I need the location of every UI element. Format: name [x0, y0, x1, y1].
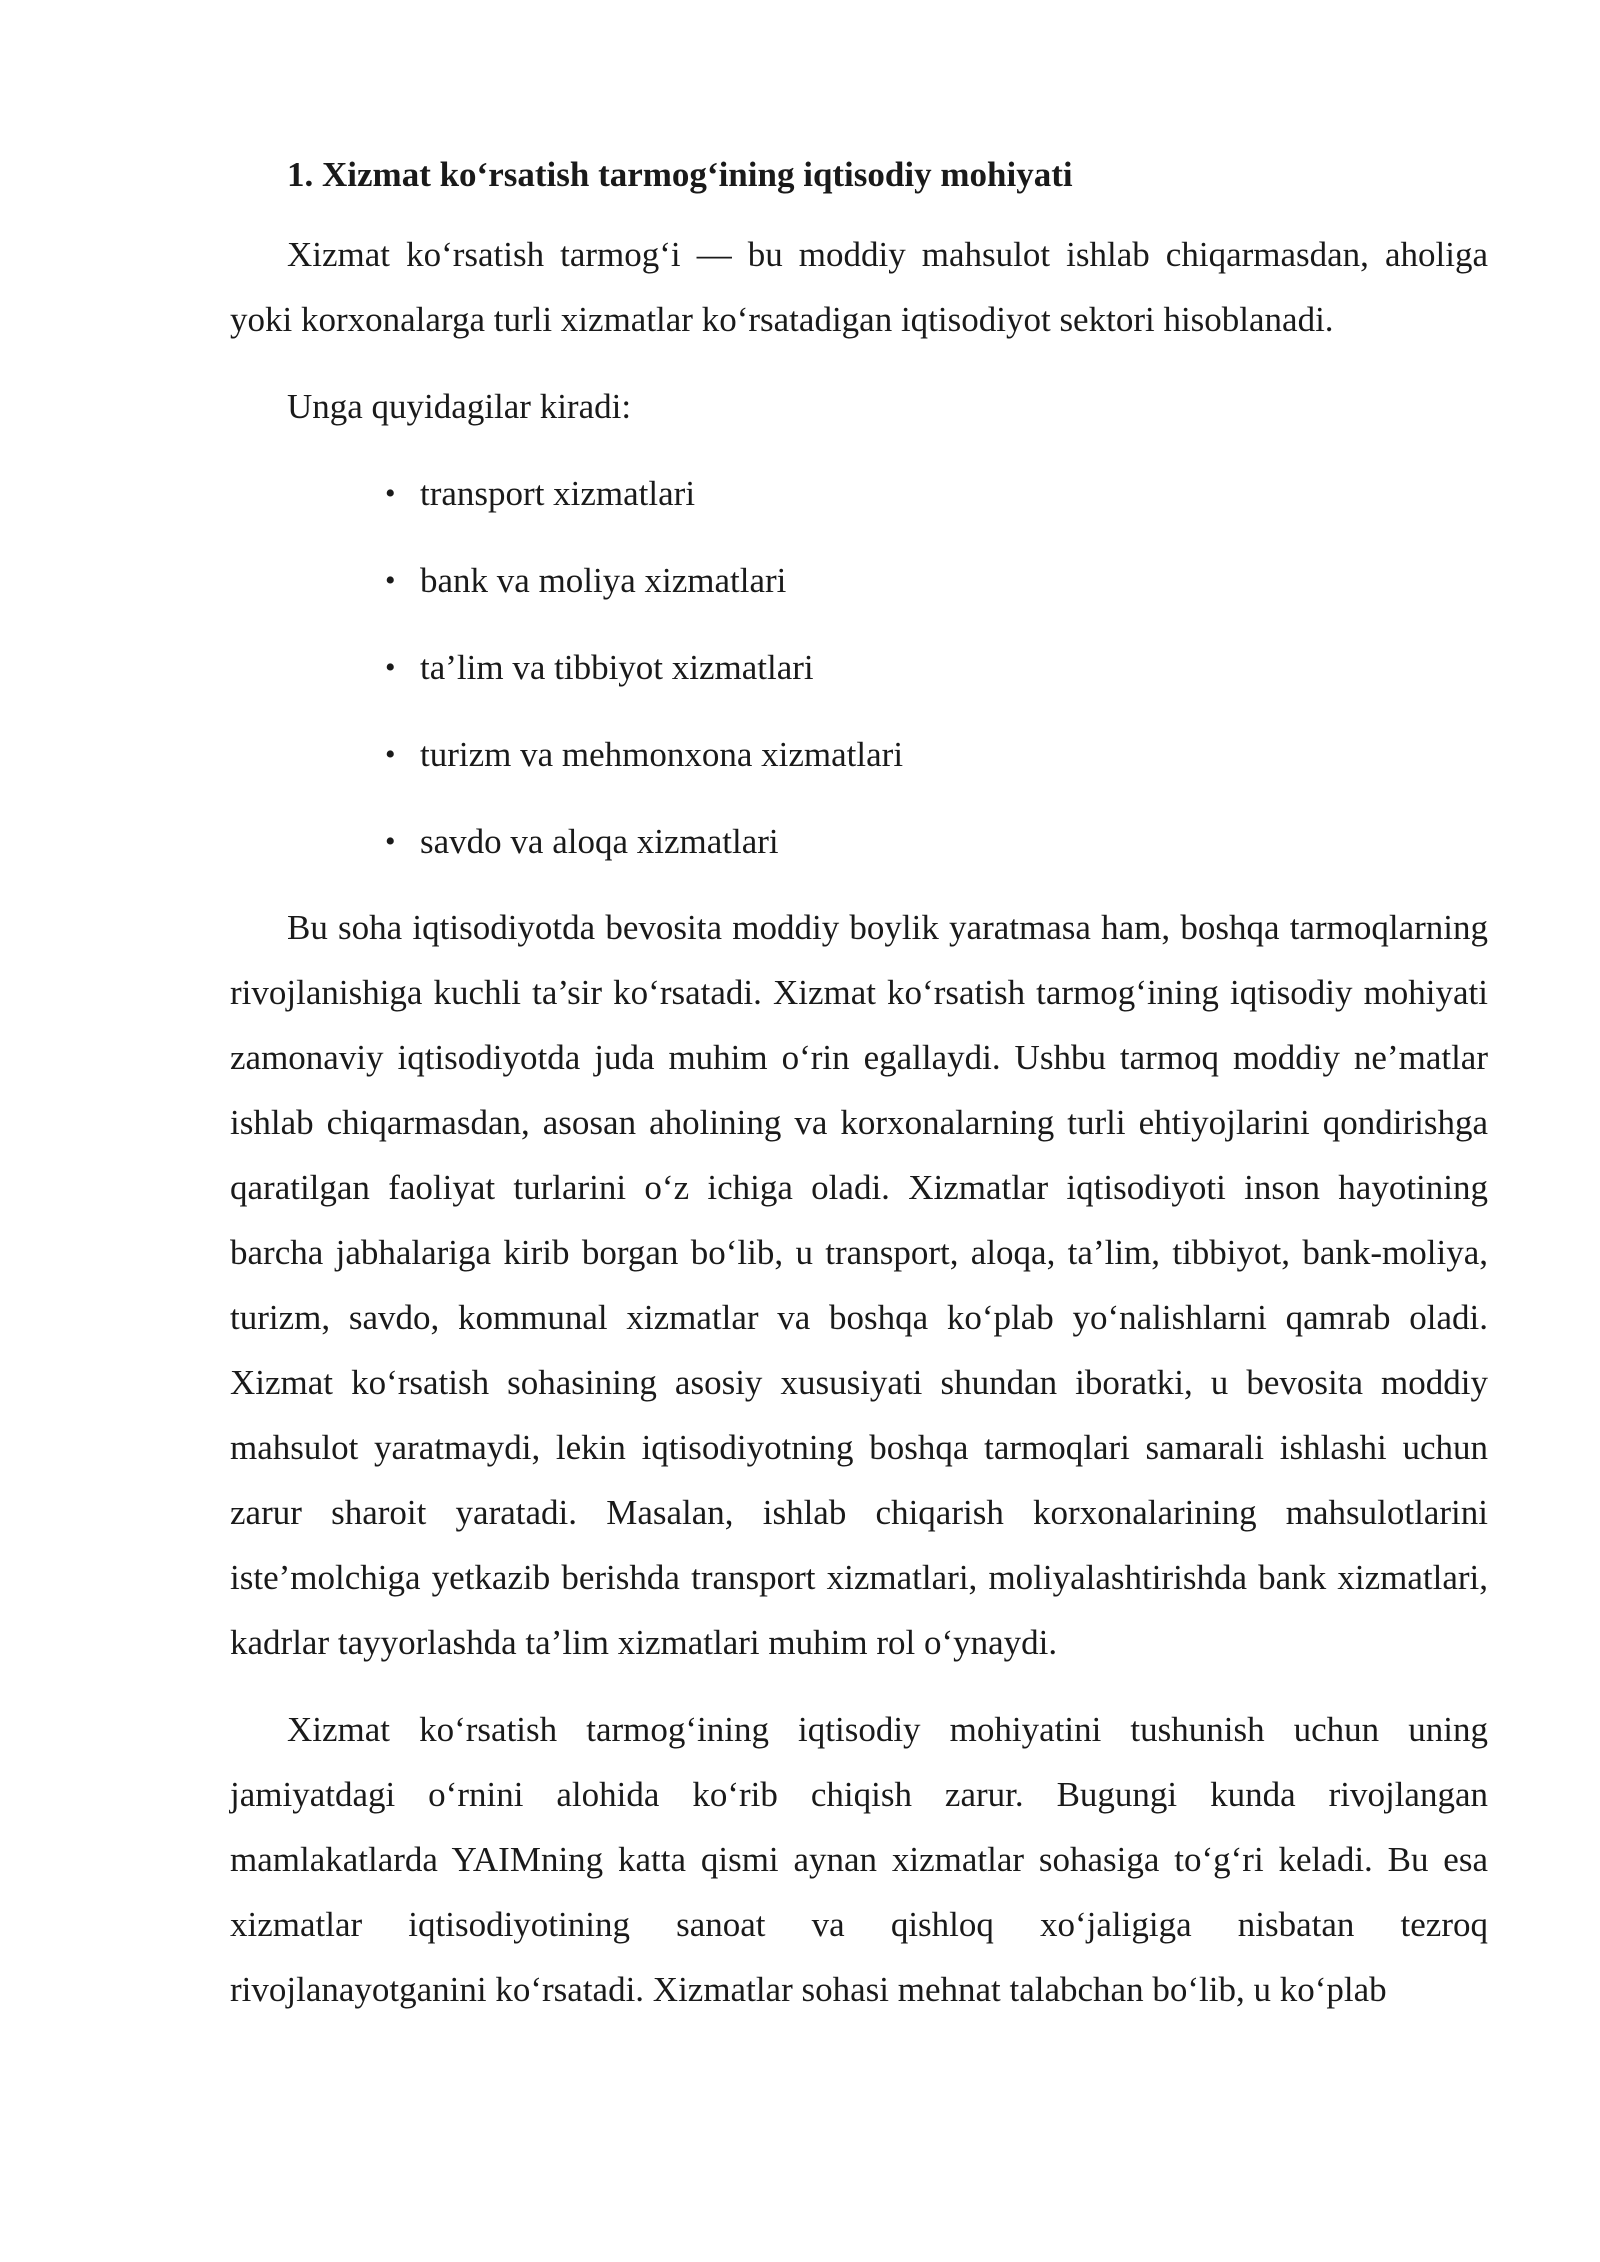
bullet-icon: • — [385, 738, 396, 771]
bullet-icon: • — [385, 651, 396, 684]
list-item-text: transport xizmatlari — [420, 474, 696, 513]
list-item-text: bank va moliya xizmatlari — [420, 561, 787, 600]
bullet-icon: • — [385, 825, 396, 858]
list-item — [230, 635, 1488, 700]
bullet-icon: • — [385, 564, 396, 597]
list-item — [230, 722, 1488, 787]
list-item — [230, 548, 1488, 613]
list-intro-paragraph: Unga quyidagilar kiradi: — [287, 387, 632, 426]
list-item-text: savdo va aloqa xizmatlari — [420, 822, 779, 861]
intro-paragraph: Xizmat ko‘rsatish tarmog‘i — bu moddiy mahsulot ishlab chiqarmasdan, aholiga yoki korxonalarga turli xizmatlar ko‘rsatadigan iqtisodiyot sektori hisoblanadi. — [230, 235, 1488, 339]
list-item — [230, 809, 1488, 874]
section-heading: 1. Xizmat ko‘rsatish tarmog‘ining iqtisodiy mohiyati — [287, 155, 1073, 194]
list-item — [230, 461, 1488, 526]
list-item-text: turizm va mehmonxona xizmatlari — [420, 735, 904, 774]
body-paragraph-1: Bu soha iqtisodiyotda bevosita moddiy boylik yaratmasa ham, boshqa tarmoqlarning rivojlanishiga kuchli ta’sir ko‘rsatadi. Xizmat ko‘rsatish tarmog‘ining iqtisodiy mohiyati zamonaviy iqtisodiyotda juda muhim o‘rin egallaydi. Ushbu tarmoq moddiy ne’matlar ishlab chiqarmasdan, asosan aholining va korxonalarning turli ehtiyojlarini qondirishga qaratilgan faoliyat turlarini o‘z ichiga oladi. Xizmatlar iqtisodiyoti inson hayotining barcha jabhalariga kirib borgan bo‘lib, u transport, aloqa, ta’lim, tibbiyot, bank-moliya, turizm, savdo, kommunal xizmatlar va boshqa ko‘plab yo‘nalishlarni qamrab oladi. Xizmat ko‘rsatish sohasining asosiy xususiyati shundan iboratki, u bevosita moddiy mahsulot yaratmaydi, lekin iqtisodiyotning boshqa tarmoqlari samarali ishlashi uchun zarur sharoit yaratadi. Masalan, ishlab chiqarish korxonalarining mahsulotlarini iste’molchiga yetkazib berishda transport xizmatlari, moliyalashtirishda bank xizmatlari, kadrlar tayyorlashda ta’lim xizmatlari muhim rol o‘ynaydi. — [230, 908, 1488, 1662]
list-item-text: ta’lim va tibbiyot xizmatlari — [420, 648, 814, 687]
body-paragraph-2: Xizmat ko‘rsatish tarmog‘ining iqtisodiy mohiyatini tushunish uchun uning jamiyatdagi o‘rnini alohida ko‘rib chiqish zarur. Bugungi kunda rivojlangan mamlakatlarda YAIMning katta qismi aynan xizmatlar sohasiga to‘g‘ri keladi. Bu esa xizmatlar iqtisodiyotining sanoat va qishloq xo‘jaligiga nisbatan tezroq rivojlanayotganini ko‘rsatadi. Xizmatlar sohasi mehnat talabchan bo‘lib, u ko‘plab — [230, 1710, 1488, 2009]
bullet-icon: • — [385, 477, 396, 510]
document-page — [230, 150, 1488, 2044]
services-list — [230, 461, 1488, 874]
